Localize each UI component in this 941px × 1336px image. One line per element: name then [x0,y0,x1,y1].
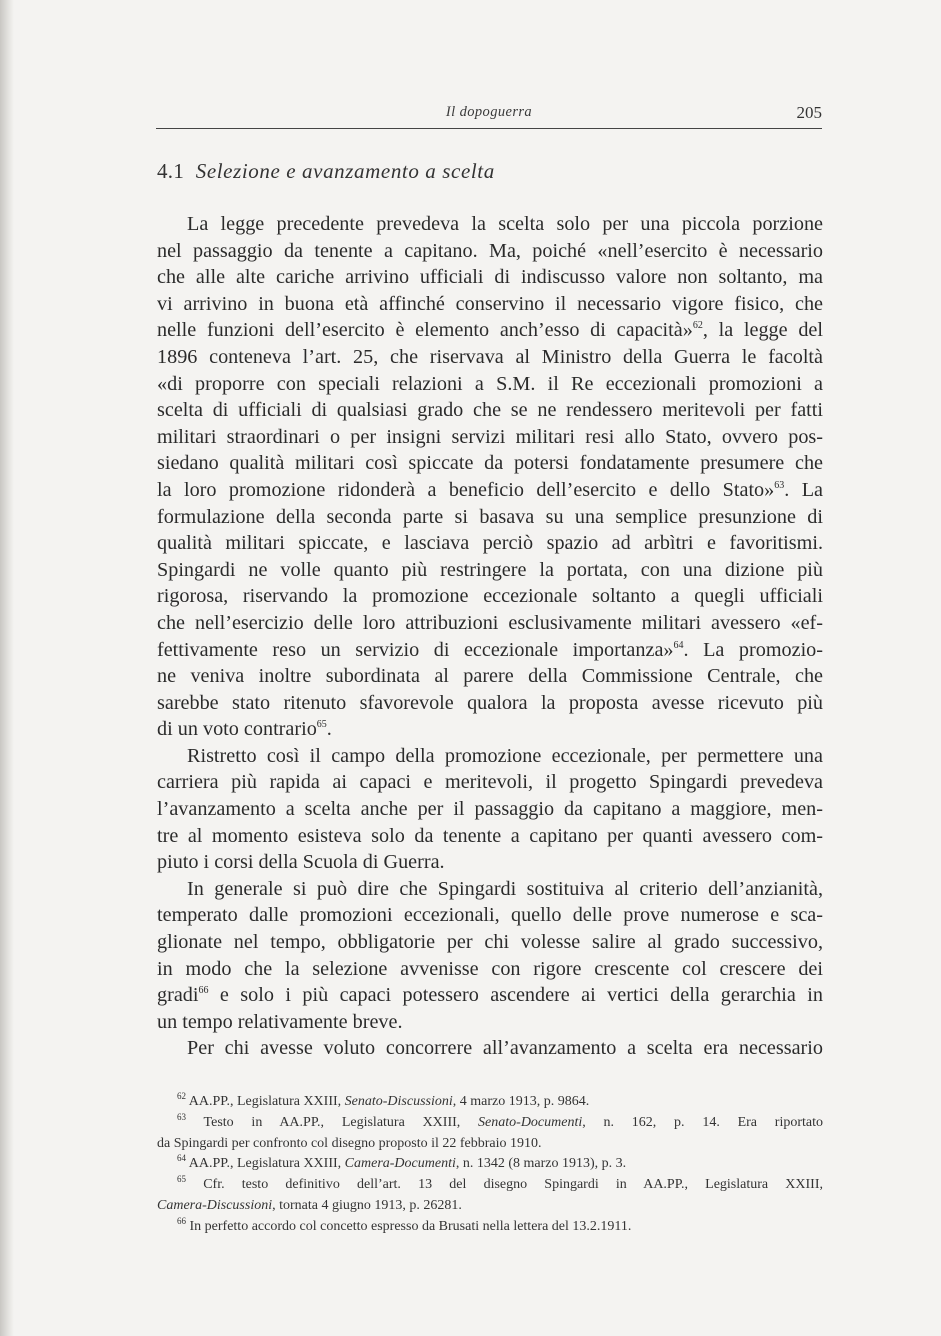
footnote-ref: 65 [316,719,327,731]
footnote-62 [157,1092,823,1113]
text-line: carriera più rapida ai capaci e meritevoli, il progetto Spingardi prevedeva [157,771,823,794]
text-line: Ristretto così il campo della promozione eccezionale, per permettere una [187,744,823,767]
text-line: 1896 conteneva l’art. 25, che riservava al Ministro della Guerra le facoltà [157,345,823,368]
text-line: sarebbe stato ritenuto sfavorevole qualora la proposta avesse ricevuto più [157,691,823,714]
footnote-number: 63 [177,1111,186,1122]
text-segment: la loro promozione ridonderà a beneficio dell’esercito e dello Stato» [157,478,775,501]
footnote-63 [157,1113,823,1155]
text-line: vi arrivino in buona età affinché conservino il necessario vigore fisico, che [157,292,823,315]
footnote-number: 66 [177,1215,186,1226]
text-segment: fettivamente reso un servizio di eccezionale importanza» [157,638,674,661]
footnote-text: AA.PP., Legislatura XXIII, [188,1156,345,1172]
text-line: scelta di ufficiali di qualsiasi grado che se ne rendessero meritevoli per fatti [157,399,823,422]
footnote-64 [157,1154,823,1175]
text-line: Per chi avesse voluto concorrere all’avanzamento a scelta era necessario [187,1037,823,1060]
section-number: 4.1 [157,159,185,183]
footnote-number: 65 [177,1174,186,1185]
page-number: 205 [796,103,822,122]
running-title: Il dopoguerra [445,104,533,120]
text-line: ne veniva inoltre subordinata al parere della Commissione Centrale, che [157,665,823,688]
footnote-italic: Senato-Documenti [478,1114,583,1130]
text-line: In generale si può dire che Spingardi sostituiva al criterio dell’anzianità, [187,877,823,900]
text-segment: gradi [157,984,199,1007]
footnote-text: , tornata 4 giugno 1913, p. 26281. [272,1197,462,1213]
text-line [157,477,823,504]
text-line: qualità militari spiccate, e lasciava perciò spazio ad arbìtri e favoritismi. [157,532,823,555]
footnote-italic: Camera-Discussioni [157,1197,273,1213]
text-line: Spingardi ne volle quanto più restringere la portata, con una dizione più [157,558,823,581]
footnote-line [157,1154,823,1175]
footnote-line: da Spingardi per confronto col disegno proposto il 22 febbraio 1910. [157,1135,542,1151]
text-line [157,637,823,664]
section-heading [157,159,495,184]
footnote-66 [157,1217,823,1238]
text-line: che alle alte cariche arrivino ufficiali di indiscusso valore non soltanto, ma [157,266,823,289]
footnote-text: , 4 marzo 1913, p. 9864. [452,1094,590,1109]
footnote-text: , n. 162, p. 14. Era riportato [582,1114,824,1130]
footnote-number: 64 [177,1153,186,1164]
text-line: militari straordinari o per insigni servizi militari resi allo Stato, ovvero pos- [157,425,823,448]
text-line [157,716,823,743]
text-segment: nelle funzioni dell’esercito è elemento anch’esso di capacità» [157,319,693,342]
footnote-line [157,1196,823,1217]
text-line: siedano qualità militari così spiccate da potersi fondatamente presumere che [157,452,823,475]
footnote-line [157,1217,823,1238]
text-line: rigorosa, riservando la promozione eccezionale soltanto a quegli ufficiali [157,585,823,608]
text-segment: di un voto contrario [157,718,317,741]
text-line [157,317,823,344]
footnote-text: Cfr. testo definitivo dell’art. 13 del disegno Spingardi in AA.PP., Legislatura XXIII, [203,1177,823,1193]
footnote-italic: Camera-Documenti [344,1156,456,1172]
footnote-text: AA.PP., Legislatura XXIII, [188,1094,345,1109]
paragraph-2 [157,743,823,876]
text-segment: . La promozio- [683,638,823,661]
text-segment: e solo i più capaci potessero ascendere ai vertici della gerarchia in [208,984,823,1007]
text-line: in modo che la selezione avvenisse con rigore crescente col crescere dei [157,957,823,980]
section-title: Selezione e avanzamento a scelta [195,159,495,183]
footnote-italic: Senato-Discussioni [344,1094,453,1109]
paragraph-1 [157,211,823,743]
scan-edge-shadow [0,0,14,1336]
footnote-number: 62 [177,1091,186,1101]
footnotes [157,1092,823,1238]
text-line: tre al momento esisteva solo da tenente a capitano per quanti avessero com- [157,824,823,847]
footnote-ref: 66 [198,985,209,997]
text-line: temperato dalle promozioni eccezionali, quello delle prove numerose e sca- [157,904,823,927]
text-line: un tempo relativamente breve. [157,1010,403,1033]
text-line: «di proporre con speciali relazioni a S.M. il Re eccezionali promozioni a [157,372,823,395]
text-line: che nell’esercizio delle loro attribuzioni esclusivamente militari avessero «ef- [157,611,823,634]
body-text [157,211,823,1062]
paragraph-4 [157,1035,823,1062]
text-line: glionate nel tempo, obbligatorie per chi volesse salire al grado successivo, [157,931,823,954]
footnote-text: In perfetto accordo col concetto espresso da Brusati nella lettera del 13.2.1911. [189,1218,632,1234]
footnote-line [157,1175,823,1196]
footnote-ref: 62 [692,320,703,332]
text-segment: , la legge del [702,319,823,342]
text-line [157,982,823,1009]
footnote-text: , n. 1342 (8 marzo 1913), p. 3. [455,1156,627,1172]
text-segment: . [326,718,332,741]
footnote-line [157,1113,823,1134]
text-line: La legge precedente prevedeva la scelta solo per una piccola porzione [187,213,823,235]
footnote-text: Testo in AA.PP., Legislatura XXIII, [203,1114,479,1130]
text-line: formulazione della seconda parte si basava su una semplice presunzione di [157,505,823,528]
text-segment: . La [784,478,823,501]
text-line: nel passaggio da tenente a capitano. Ma, poiché «nell’esercito è necessario [157,239,823,262]
text-line: l’avanzamento a scelta anche per il passaggio da capitano a maggiore, men- [157,798,823,821]
footnote-line [157,1092,823,1113]
text-line: piuto i corsi della Scuola di Guerra. [157,851,445,874]
paragraph-3 [157,876,823,1036]
footnote-ref: 63 [774,479,785,491]
running-header [156,104,822,129]
footnote-65 [157,1175,823,1217]
footnote-ref: 64 [673,639,684,651]
